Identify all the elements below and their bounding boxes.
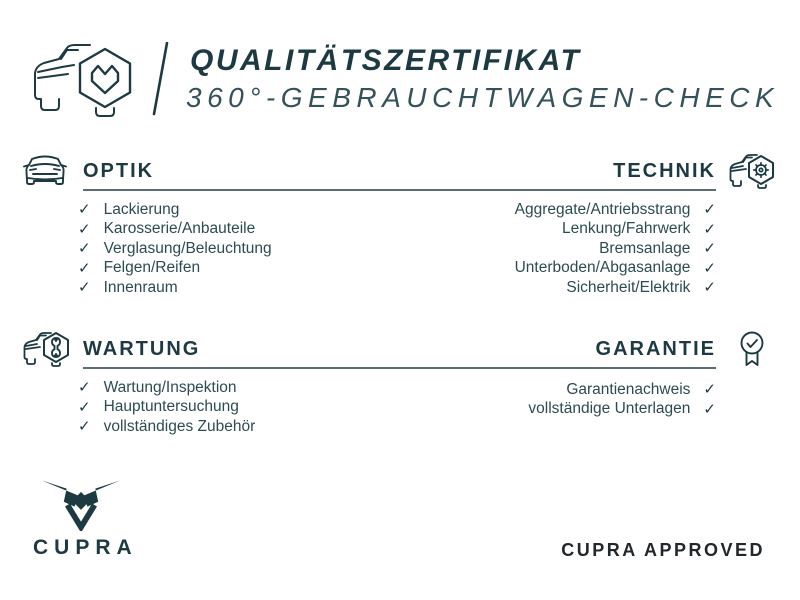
check-icon: ✓ [78,240,91,258]
section-title-garantie: GARANTIE [595,338,716,360]
checklist-item: ✓ Hauptuntersuchung [78,398,239,416]
check-icon: ✓ [703,220,716,238]
check-icon: ✓ [78,201,91,219]
checklist-item: ✓ Lackierung [78,200,180,219]
check-icon: ✓ [703,400,716,418]
section-title-wartung: WARTUNG [83,338,201,360]
checklist-item: ✓ Karosserie/Anbauteile [78,220,256,238]
checklist-item: ✓ Verglasung/Beleuchtung [78,239,272,258]
slash-divider-icon [146,42,174,116]
check-icon: ✓ [703,279,716,297]
page-title: QUALITÄTSZERTIFIKAT [190,44,582,77]
checklist-item: Unterboden/Abgasanlage ✓ [514,259,716,277]
checklist-item: ✓ Felgen/Reifen [78,259,201,277]
check-icon: ✓ [703,259,716,277]
page-subtitle: 360°-GEBRAUCHTWAGEN-CHECK [186,82,780,113]
section-title-technik: TECHNIK [613,160,716,182]
cupra-approved-label: CUPRA APPROVED [561,540,765,560]
cupra-logo-icon [40,479,122,531]
wartung-checklist [78,378,255,437]
checklist-item: Sicherheit/Elektrik ✓ [566,278,716,297]
checklist-item: vollständige Unterlagen ✓ [528,400,716,418]
check-icon: ✓ [78,259,91,277]
check-icon: ✓ [703,381,716,399]
car-front-icon [22,151,68,187]
checklist-item: Bremsanlage ✓ [599,239,716,258]
car-hexagon-heart-icon [28,36,138,118]
checklist-item: ✓ vollständiges Zubehör [78,417,256,436]
checklist-item: Garantienachweis ✓ [566,380,716,399]
check-icon: ✓ [703,201,716,219]
section-rule-1 [83,152,716,191]
checklist-item: ✓ Innenraum [78,278,178,297]
garantie-checklist [528,380,716,419]
car-wrench-icon [20,327,72,369]
checklist-item: ✓ Wartung/Inspektion [78,378,237,397]
cupra-wordmark: CUPRA [33,536,138,559]
check-icon: ✓ [703,240,716,258]
section-rule-2 [83,330,716,369]
check-icon: ✓ [78,279,91,297]
technik-checklist [515,200,716,298]
checklist-item: Aggregate/Antriebsstrang ✓ [514,200,716,219]
checklist-item: Lenkung/Fahrwerk ✓ [562,220,716,238]
section-title-optik: OPTIK [83,160,155,182]
check-icon: ✓ [78,418,91,436]
optik-checklist [78,200,272,298]
check-icon: ✓ [78,220,91,238]
check-icon: ✓ [78,379,91,397]
check-icon: ✓ [78,398,91,416]
award-ribbon-icon [736,330,768,368]
car-gear-icon [727,150,777,190]
